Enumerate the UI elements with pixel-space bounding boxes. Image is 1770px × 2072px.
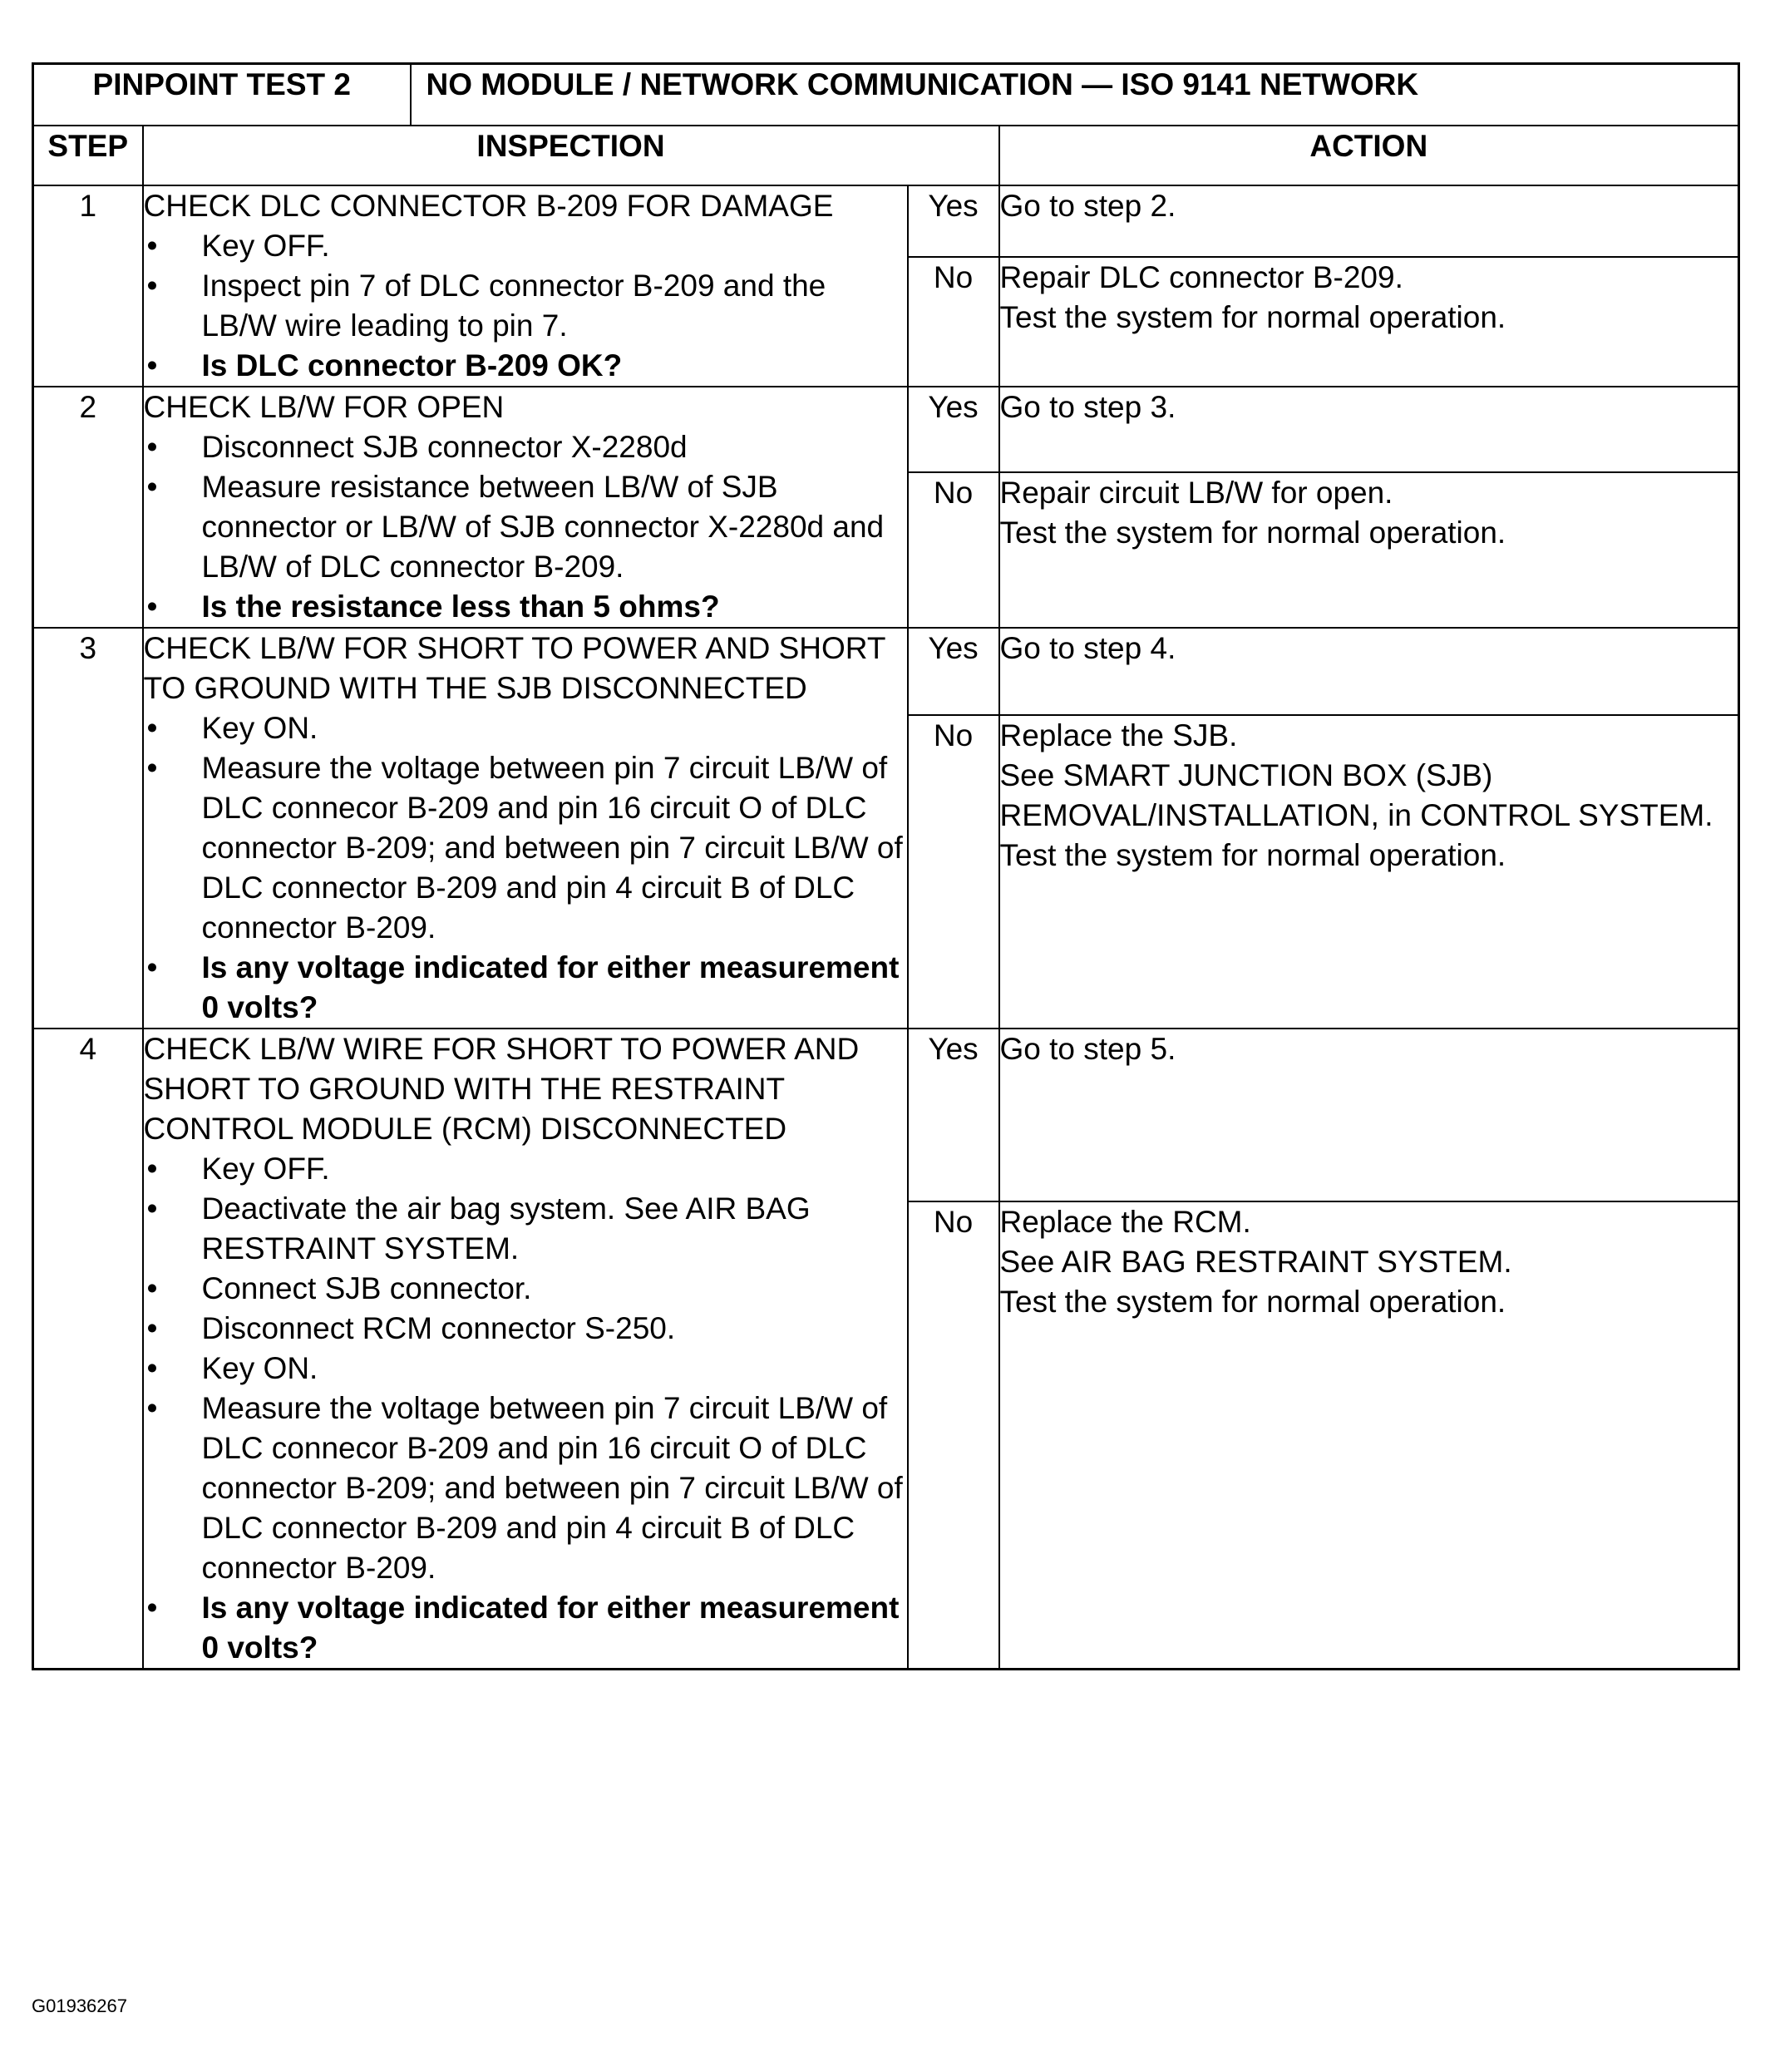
action-line: Test the system for normal operation. — [999, 837, 1506, 872]
inspection-steps — [144, 427, 907, 627]
bullet-text: Measure resistance between LB/W of SJB connector or LB/W of SJB connector X-2280d and LB/W of DLC connector B-209. — [201, 470, 885, 584]
column-header-step: STEP — [33, 126, 143, 185]
step-number: 2 — [33, 387, 143, 628]
test-label: PINPOINT TEST 2 — [33, 64, 411, 126]
step-inspection — [143, 1029, 908, 1670]
no-action — [999, 472, 1739, 628]
inspection-bullet — [144, 1189, 907, 1269]
bullet-text: Key ON. — [201, 1351, 318, 1385]
figure-id: G01936267 — [32, 1996, 127, 2016]
inspection-bullet — [144, 1349, 907, 1389]
no-action — [999, 257, 1739, 387]
bullet-icon: • — [146, 348, 158, 382]
action-line: Go to step 3. — [999, 390, 1176, 424]
inspection-title: CHECK LB/W FOR SHORT TO POWER AND SHORT TO GROUND WITH THE SJB DISCONNECTED — [143, 631, 885, 705]
bullet-text: Key OFF. — [201, 1152, 330, 1186]
bullet-icon: • — [146, 590, 158, 624]
column-header-row — [33, 126, 1739, 185]
bullet-text: Inspect pin 7 of DLC connector B-209 and the LB/W wire leading to pin 7. — [201, 269, 826, 343]
yes-action — [999, 185, 1739, 257]
bullet-text: Key ON. — [201, 711, 318, 745]
action-line: Go to step 5. — [999, 1032, 1176, 1066]
bullet-text: Disconnect SJB connector X-2280d — [201, 430, 688, 464]
bullet-icon: • — [146, 751, 158, 785]
inspection-question — [144, 948, 907, 1028]
question-text: Is DLC connector B-209 OK? — [201, 348, 623, 382]
inspection-bullet — [144, 1149, 907, 1189]
action-line: See SMART JUNCTION BOX (SJB) REMOVAL/INSTALLATION, in CONTROL SYSTEM. — [999, 757, 1713, 832]
test-title: NO MODULE / NETWORK COMMUNICATION — ISO 9141 NETWORK — [411, 64, 1739, 126]
no-label: No — [908, 715, 999, 1029]
question-text: Is any voltage indicated for either measurement 0 volts? — [201, 1591, 900, 1665]
step-number: 3 — [33, 628, 143, 1029]
inspection-bullet — [144, 427, 907, 467]
inspection-question — [144, 587, 907, 627]
inspection-steps — [144, 1149, 907, 1668]
inspection-bullet — [144, 1309, 907, 1349]
bullet-icon: • — [146, 229, 158, 263]
bullet-icon: • — [146, 470, 158, 504]
action-line: Test the system for normal operation. — [999, 516, 1506, 550]
no-action — [999, 1201, 1739, 1670]
bullet-text: Connect SJB connector. — [201, 1271, 532, 1305]
question-text: Is any voltage indicated for either measurement 0 volts? — [201, 950, 900, 1024]
bullet-text: Disconnect RCM connector S-250. — [201, 1311, 676, 1345]
column-header-action: ACTION — [999, 126, 1739, 185]
inspection-title: CHECK DLC CONNECTOR B-209 FOR DAMAGE — [143, 189, 834, 223]
action-line: Replace the RCM. — [999, 1204, 1251, 1239]
bullet-icon: • — [146, 1152, 158, 1186]
yes-action — [999, 628, 1739, 715]
action-line: See AIR BAG RESTRAINT SYSTEM. — [999, 1244, 1512, 1279]
step-row — [33, 628, 1739, 715]
no-action — [999, 715, 1739, 1029]
bullet-icon: • — [146, 1311, 158, 1345]
step-row — [33, 387, 1739, 472]
step-number: 4 — [33, 1029, 143, 1670]
yes-label: Yes — [908, 628, 999, 715]
inspection-bullet — [144, 748, 907, 948]
step-inspection — [143, 387, 908, 628]
inspection-bullet — [144, 708, 907, 748]
bullet-text: Key OFF. — [201, 229, 330, 263]
inspection-bullet — [144, 1269, 907, 1309]
step-inspection — [143, 185, 908, 387]
yes-action — [999, 387, 1739, 472]
bullet-icon: • — [146, 950, 158, 984]
yes-label: Yes — [908, 1029, 999, 1201]
inspection-question — [144, 346, 907, 386]
test-header-row — [33, 64, 1739, 126]
action-line: Test the system for normal operation. — [999, 299, 1506, 334]
bullet-icon: • — [146, 1591, 158, 1625]
action-line: Repair circuit LB/W for open. — [999, 476, 1393, 511]
bullet-text: Measure the voltage between pin 7 circuit LB/W of DLC connecor B-209 and pin 16 circuit O of DLC connector B-209; and between pin 7 circuit LB/W of DLC connector B-209 and pin 4 circuit B of DLC connector B-209. — [201, 1391, 903, 1585]
step-number: 1 — [33, 185, 143, 387]
no-label: No — [908, 1201, 999, 1670]
inspection-steps — [144, 708, 907, 1028]
action-line: Replace the SJB. — [999, 718, 1238, 752]
bullet-icon: • — [146, 1391, 158, 1425]
inspection-title: CHECK LB/W FOR OPEN — [143, 390, 505, 424]
inspection-bullet — [144, 266, 907, 346]
no-label: No — [908, 257, 999, 387]
bullet-icon: • — [146, 1191, 158, 1226]
inspection-title: CHECK LB/W WIRE FOR SHORT TO POWER AND SHORT TO GROUND WITH THE RESTRAINT CONTROL MODULE (RCM) DISCONNECTED — [143, 1032, 860, 1146]
action-line: Test the system for normal operation. — [999, 1284, 1506, 1319]
inspection-bullet — [144, 467, 907, 587]
pinpoint-test-sheet — [32, 62, 1738, 1670]
step-row — [33, 185, 1739, 257]
yes-label: Yes — [908, 387, 999, 472]
inspection-question — [144, 1588, 907, 1668]
step-inspection — [143, 628, 908, 1029]
yes-label: Yes — [908, 185, 999, 257]
bullet-icon: • — [146, 711, 158, 745]
bullet-text: Measure the voltage between pin 7 circuit LB/W of DLC connecor B-209 and pin 16 circuit O of DLC connector B-209; and between pin 7 circuit LB/W of DLC connector B-209 and pin 4 circuit B of DLC connector B-209. — [201, 751, 903, 945]
action-line: Go to step 4. — [999, 631, 1176, 665]
question-text: Is the resistance less than 5 ohms? — [201, 590, 720, 624]
bullet-icon: • — [146, 269, 158, 303]
inspection-bullet — [144, 226, 907, 266]
no-label: No — [908, 472, 999, 628]
action-line: Go to step 2. — [999, 189, 1176, 223]
pinpoint-test-table — [32, 62, 1740, 1670]
bullet-icon: • — [146, 430, 158, 464]
bullet-icon: • — [146, 1271, 158, 1305]
yes-action — [999, 1029, 1739, 1201]
inspection-bullet — [144, 1389, 907, 1588]
bullet-icon: • — [146, 1351, 158, 1385]
inspection-steps — [144, 226, 907, 386]
bullet-text: Deactivate the air bag system. See AIR BAG RESTRAINT SYSTEM. — [201, 1191, 811, 1265]
column-header-inspection: INSPECTION — [143, 126, 999, 185]
step-row — [33, 1029, 1739, 1201]
action-line: Repair DLC connector B-209. — [999, 259, 1403, 294]
